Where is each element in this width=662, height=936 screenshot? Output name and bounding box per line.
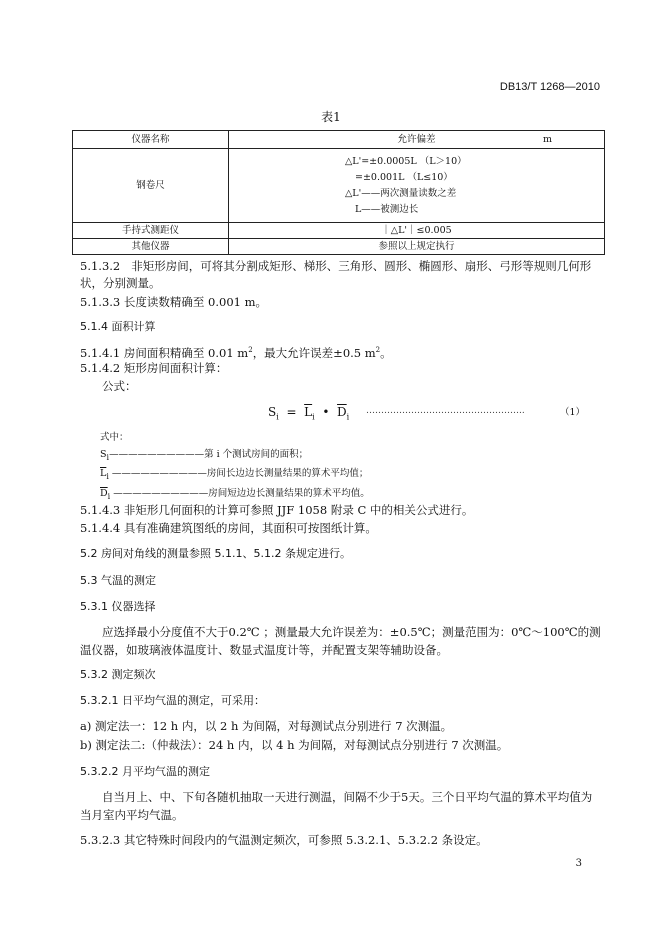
clause-5-3-2-3: 5.3.2.3 其它特殊时间段内的气温测定频次，可参照 5.3.2.1、5.3.2.2 条设定。 xyxy=(80,833,488,847)
table-header-row xyxy=(73,131,605,149)
clause-text: 非矩形房间，可将其分割成矩形、梯形、三角形、圆形、椭圆形、扇形、弓形等规则几何形 xyxy=(131,259,592,273)
subscript: i xyxy=(346,412,350,422)
clause-number: 5.1.3.2 xyxy=(80,259,121,273)
section-heading-5-1-4: 5.1.4 面积计算 xyxy=(80,320,156,333)
list-item-a: a) 测定法一：12 h 内，以 2 h 为间隔，对每测试点分别进行 7 次测温。 xyxy=(80,719,453,733)
symbol-l-bar: $\overline{L}$ xyxy=(304,405,313,419)
symbol-s: S xyxy=(100,449,107,460)
formula-number: （1） xyxy=(560,407,586,418)
clause-text: ，最大允许误差±0.5 m xyxy=(252,345,376,360)
table-caption: 表1 xyxy=(321,110,341,124)
subscript: i xyxy=(107,491,111,501)
header-cell-instrument: 仪器名称 xyxy=(73,131,229,149)
header-cell-tolerance xyxy=(229,131,605,149)
clause-5-1-4-4: 5.1.4.4 具有准确建筑图纸的房间，其面积可按图纸计算。 xyxy=(80,521,377,535)
clause-text: 。 xyxy=(380,345,392,360)
paragraph-5-3-2-2-line2: 当月室内平均气温。 xyxy=(80,808,184,822)
subscript: i xyxy=(276,412,279,422)
tolerance-line: △L'=±0.0005L （L＞10） xyxy=(345,155,467,167)
section-heading-5-3-2: 5.3.2 测定频次 xyxy=(80,668,156,681)
clause-5-1-4-3: 5.1.4.3 非矩形几何面积的计算可参照 JJF 1058 附录 C 中的相关公式进行。 xyxy=(80,503,474,517)
tolerance-line: =±0.001L （L≤10） xyxy=(355,171,453,183)
clause-5-1-3-2 xyxy=(80,258,591,274)
section-heading-5-2: 5.2 房间对角线的测量参照 5.1.1、5.1.2 条规定进行。 xyxy=(80,547,351,560)
cell-instrument-name: 其他仪器 xyxy=(73,239,229,255)
cell-tolerance-lines xyxy=(229,149,605,223)
header-unit-label: m xyxy=(542,133,552,145)
definition-text: ——————————房间短边边长测量结果的算术平均值。 xyxy=(113,488,370,499)
subscript: i xyxy=(106,471,109,481)
definition-text: ——————————房间长边边长测量结果的算术平均值； xyxy=(111,468,369,479)
clause-5-1-4-2: 5.1.4.2 矩形房间面积计算： xyxy=(80,361,228,375)
header-tolerance-label: 允许偏差 xyxy=(397,133,436,145)
paragraph-5-3-1-line1: 应选择最小分度值不大于0.2℃ ；测量最大允许误差为：±0.5℃；测量范围为：0℃～100℃的测 xyxy=(102,625,601,639)
clause-5-1-3-3: 5.1.3.3 长度读数精确至 0.001 m。 xyxy=(80,295,268,309)
subscript: i xyxy=(312,412,315,422)
cell-instrument-name: 手持式测距仪 xyxy=(73,223,229,239)
page-number: 3 xyxy=(575,858,582,869)
superscript: 2 xyxy=(375,346,381,354)
table-row xyxy=(73,239,605,255)
subscript: i xyxy=(106,452,110,462)
list-item-b: b) 测定法二:（仲裁法）：24 h 内，以 4 h 为间隔，对每测试点分别进行 7 次测温。 xyxy=(80,738,509,752)
symbol-s: S xyxy=(268,405,277,419)
formula-label: 公式： xyxy=(102,379,137,393)
formula-1 xyxy=(268,404,349,425)
instrument-tolerance-table xyxy=(72,130,605,255)
section-heading-5-3: 5.3 气温的测定 xyxy=(80,574,156,587)
clause-text: 5.1.4.1 房间面积精确至 0.01 m xyxy=(80,345,249,360)
equals-sign: = xyxy=(286,405,297,419)
symbol-d-bar: $\overline{D}$ xyxy=(100,488,108,499)
tolerance-line: △L'——两次测量读数之差 xyxy=(345,187,457,199)
symbol-d-bar: $\overline{D}$ xyxy=(337,405,347,419)
paragraph-5-3-1-line2: 温仪器，如玻璃液体温度计、数显式温度计等，并配置支架等辅助设备。 xyxy=(80,643,448,657)
cell-tolerance-value: 参照以上规定执行 xyxy=(229,239,605,255)
tolerance-line: L——被测边长 xyxy=(355,203,419,215)
cell-tolerance-value: ｜△L'｜≤0.005 xyxy=(229,223,605,239)
paragraph-5-3-2-2-line1: 自当月上、中、下旬各随机抽取一天进行测温，间隔不少于5天。三个日平均气温的算术平均值为 xyxy=(102,790,593,804)
superscript: 2 xyxy=(248,346,253,354)
definition-l xyxy=(100,466,368,485)
where-label: 式中： xyxy=(100,432,129,443)
section-heading-5-3-2-1: 5.3.2.1 日平均气温的测定，可采用： xyxy=(80,694,265,707)
clause-5-1-3-2-cont: 状，分别测量。 xyxy=(80,276,161,290)
multiply-dot: • xyxy=(322,405,330,419)
clause-5-1-4-1 xyxy=(80,342,392,361)
formula-leader-dots: …………………………………………….. xyxy=(366,406,525,416)
symbol-l-bar: $\overline{L}$ xyxy=(100,468,107,479)
table-row xyxy=(73,149,605,223)
table-row xyxy=(73,223,605,239)
section-heading-5-3-1: 5.3.1 仪器选择 xyxy=(80,600,156,613)
section-heading-5-3-2-2: 5.3.2.2 月平均气温的测定 xyxy=(80,765,210,778)
definition-text: ——————————第 i 个测试房间的面积； xyxy=(109,449,309,460)
document-code-header: DB13/T 1268—2010 xyxy=(499,81,600,93)
definition-s xyxy=(100,447,308,466)
cell-instrument-name: 钢卷尺 xyxy=(73,149,229,223)
